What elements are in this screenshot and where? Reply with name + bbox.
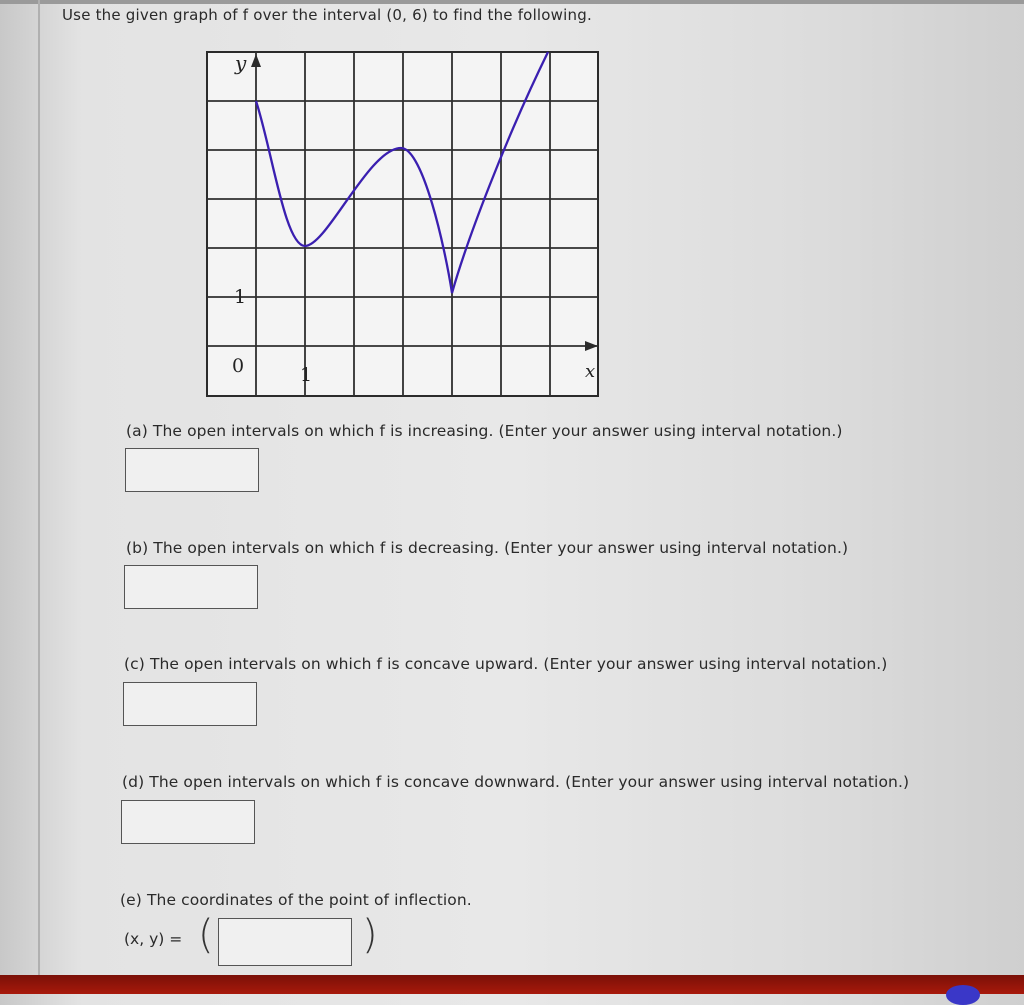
y-tick-one: 1 [234, 286, 247, 308]
problem-intro: Use the given graph of f over the interval (0, 6) to find the following. [62, 6, 592, 24]
question-c: (c) The open intervals on which f is concave upward. (Enter your answer using interval notation.) [124, 655, 888, 673]
question-e: (e) The coordinates of the point of inflection. [120, 891, 472, 909]
close-paren: ) [362, 912, 378, 958]
answer-e-input[interactable] [218, 918, 352, 966]
answer-b-input[interactable] [124, 565, 258, 609]
y-axis-label: y [235, 51, 247, 75]
x-tick-one: 1 [300, 364, 313, 386]
corner-indicator [946, 985, 980, 1005]
left-divider [38, 0, 40, 975]
origin-label: 0 [232, 355, 245, 377]
question-b: (b) The open intervals on which f is decreasing. (Enter your answer using interval notation.) [126, 539, 849, 557]
open-paren: ( [198, 912, 214, 958]
screen-bottom-edge [0, 975, 1024, 994]
inflection-coordinates-label: (x, y) = [124, 930, 183, 948]
answer-d-input[interactable] [121, 800, 255, 844]
top-divider [0, 0, 1024, 4]
answer-c-input[interactable] [123, 682, 257, 726]
x-axis-label: x [585, 361, 596, 382]
question-a: (a) The open intervals on which f is increasing. (Enter your answer using interval notation.) [126, 422, 843, 440]
question-d: (d) The open intervals on which f is concave downward. (Enter your answer using interval notation.) [122, 773, 910, 791]
function-graph [205, 50, 600, 398]
answer-a-input[interactable] [125, 448, 259, 492]
